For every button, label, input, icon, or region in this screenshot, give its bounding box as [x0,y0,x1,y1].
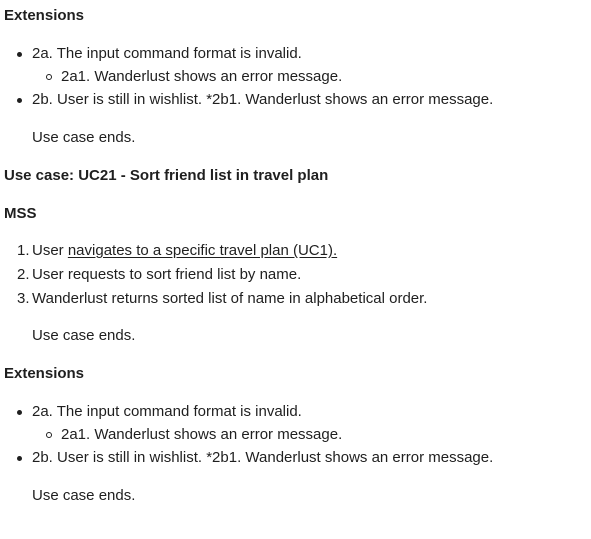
bullet-icon [17,52,22,57]
mss-heading: MSS [4,205,37,222]
hollow-bullet-icon [46,432,52,438]
use-case-end: Use case ends. [32,327,136,344]
bullet-icon [17,456,22,461]
sub-list-item: 2a1. Wanderlust shows an error message. [61,426,343,443]
list-item: 2b. User is still in wishlist. *2b1. Wanderlust shows an error message. [32,449,494,466]
list-item [32,241,337,261]
step-text: User [32,242,68,259]
hollow-bullet-icon [46,74,52,80]
extensions-heading: Extensions [4,365,85,382]
list-item: Wanderlust returns sorted list of name in alphabetical order. [32,290,428,307]
list-item: 2b. User is still in wishlist. *2b1. Wanderlust shows an error message. [32,91,494,108]
list-item: 2a. The input command format is invalid. [32,403,302,420]
step-number: 3. [17,290,30,307]
use-case-title: Use case: UC21 - Sort friend list in travel plan [4,167,329,184]
sub-list-item: 2a1. Wanderlust shows an error message. [61,68,343,85]
list-item: 2a. The input command format is invalid. [32,45,302,62]
list-item: User requests to sort friend list by name. [32,266,302,283]
bullet-icon [17,98,22,103]
step-number: 1. [17,242,30,259]
uc1-link[interactable]: navigates to a specific travel plan (UC1). [67,242,338,259]
extensions-heading: Extensions [4,7,85,24]
use-case-end: Use case ends. [32,129,136,146]
bullet-icon [17,410,22,415]
step-number: 2. [17,266,30,283]
use-case-end: Use case ends. [32,487,136,504]
